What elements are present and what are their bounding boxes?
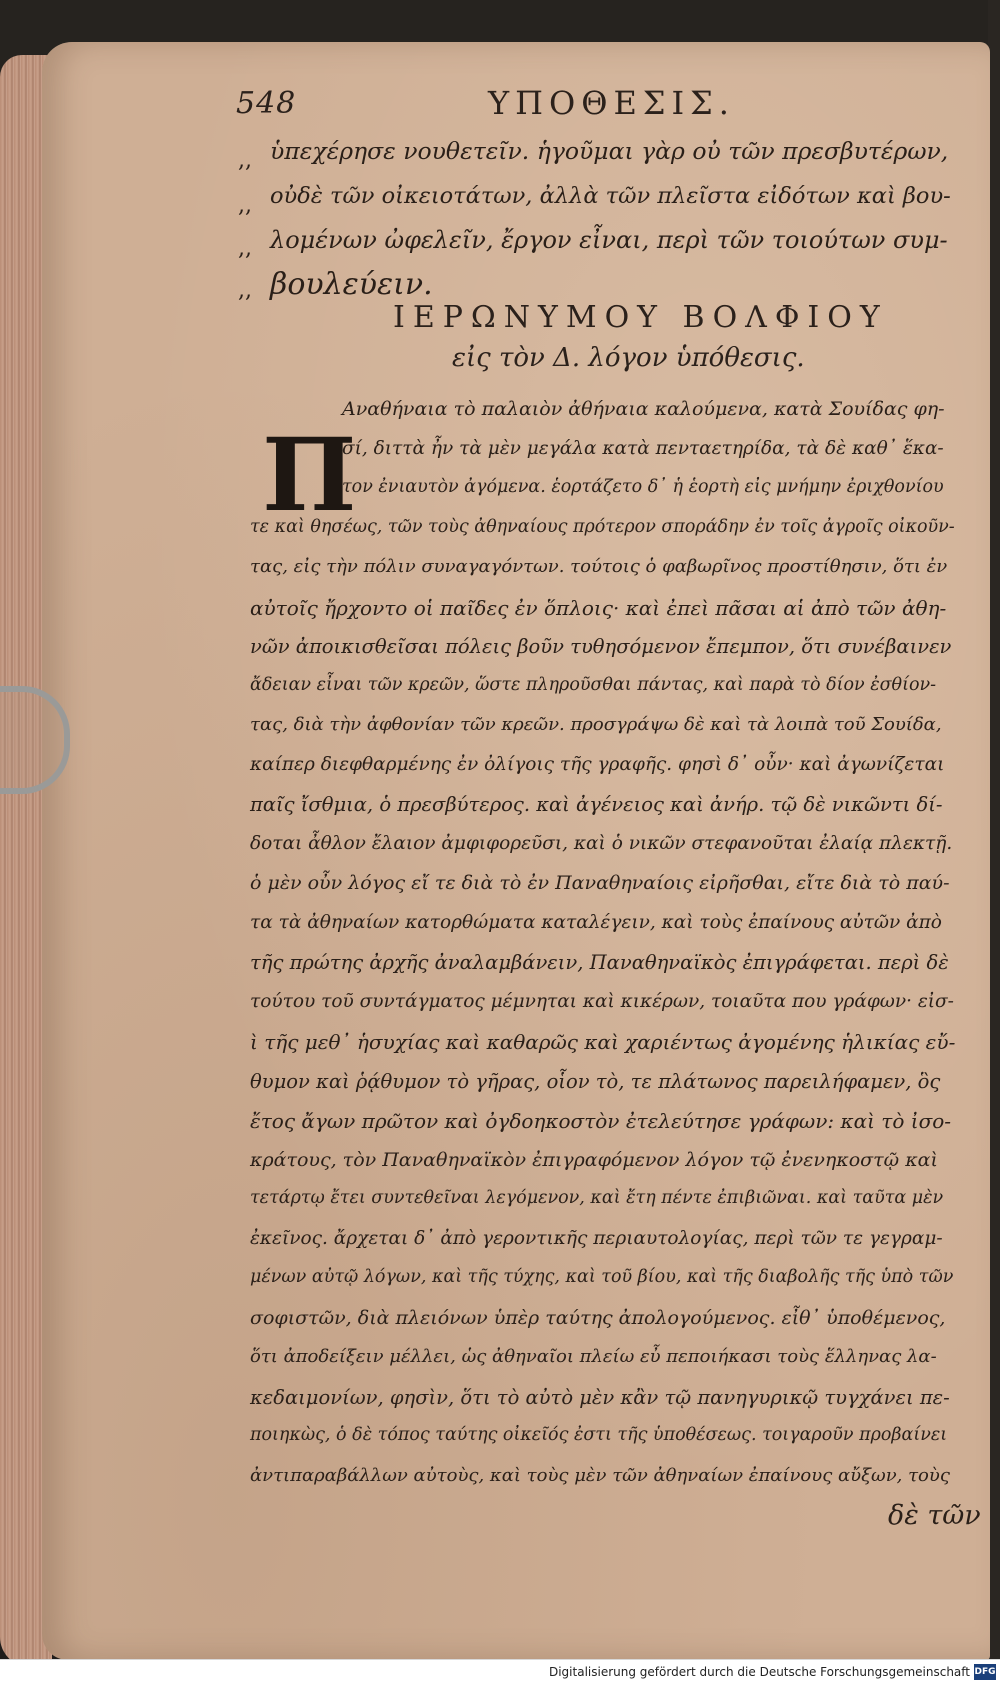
body-line: Αναθήναια τὸ παλαιὸν ἀθήναια καλούμενα, κατὰ Σουίδας φη- xyxy=(342,398,945,420)
body-line: τας, διὰ τὴν ἀφθονίαν τῶν κρεῶν. προσγράψω δὲ καὶ τὰ λοιπὰ τοῦ Σουίδα, xyxy=(250,714,942,735)
quote-mark: ,, xyxy=(238,278,252,303)
section-subheading: εἰς τὸν Δ. λόγον ὑπόθεσις. xyxy=(452,343,805,373)
footer-credit: Digitalisierung gefördert durch die Deutsche Forschungsgemeinschaft xyxy=(548,1665,970,1679)
body-line: ἔτος ἄγων πρῶτον καὶ ὀγδοηκοστὸν ἐτελεύτησε γράφων: καὶ τὸ ἰσο- xyxy=(250,1109,952,1133)
body-line: σοφιστῶν, διὰ πλειόνων ὑπὲρ ταύτης ἀπολογούμενος. εἶθ᾽ ὑποθέμενος, xyxy=(250,1307,946,1329)
body-line: τα τὰ ἀθηναίων κατορθώματα καταλέγειν, καὶ τοὺς ἐπαίνους αὐτῶν ἀπὸ xyxy=(250,912,942,933)
body-line: αὐτοῖς ἤρχοντο οἱ παῖδες ἐν ὅπλοις· καὶ ἐπεὶ πᾶσαι αἱ ἀπὸ τῶν ἀθη- xyxy=(250,596,947,620)
body-line: καίπερ διεφθαρμένης ἐν ὀλίγοις τῆς γραφῆς. φησὶ δ᾽ οὖν· καὶ ἀγωνίζεται xyxy=(250,754,945,775)
body-line: τον ἐνιαυτὸν ἀγόμενα. ἑορτάζετο δ᾽ ἡ ἑορτὴ εἰς μνήμην ἐριχθονίου xyxy=(342,477,944,497)
body-line: κράτους, τὸν Παναθηναϊκὸν ἐπιγραφόμενον λόγον τῷ ἐνενηκοστῷ καὶ xyxy=(250,1149,938,1171)
page-number: 548 xyxy=(236,86,297,121)
quote-line: βουλεύειν. xyxy=(270,267,433,302)
running-title: ΥΠΟΘΕΣΙΣ. xyxy=(488,84,735,122)
section-heading: ΙΕΡΩΝΥΜΟΥ ΒΟΛΦΙΟΥ xyxy=(393,300,888,335)
drop-capital: Π xyxy=(262,416,357,534)
body-line: τε καὶ θησέως, τῶν τοὺς ἀθηναίους πρότερον σποράδην ἐν τοῖς ἀγροῖς οἰκοῦν- xyxy=(250,517,955,537)
body-line: κεδαιμονίων, φησὶν, ὅτι τὸ αὐτὸ μὲν κἂν τῷ πανηγυρικῷ τυγχάνει πε- xyxy=(250,1386,950,1409)
dfg-logo: DFG xyxy=(974,1664,996,1680)
body-line: τας, εἰς τὴν πόλιν συναγαγόντων. τούτοις ὁ φαβωρῖνος προστίθησιν, ὅτι ἐν xyxy=(250,556,948,577)
body-line: ὶ τῆς μεθ᾽ ἡσυχίας καὶ καθαρῶς καὶ χαριέντως ἀγομένης ἡλικίας εὔ- xyxy=(250,1030,956,1054)
body-line: τετάρτῳ ἔτει συντεθεῖναι λεγόμενον, καὶ ἔτη πέντε ἐπιβιῶναι. καὶ ταῦτα μὲν xyxy=(250,1188,944,1208)
body-line: τῆς πρώτης ἀρχῆς ἀναλαμβάνειν, Παναθηναϊκὸς ἐπιγράφεται. περὶ δὲ xyxy=(250,951,949,974)
quote-mark: ,, xyxy=(238,193,252,218)
body-line: ὅτι ἀποδείξειν μέλλει, ὡς ἀθηναῖοι πλείω εὖ πεποιήκασι τοὺς ἕλληνας λα- xyxy=(250,1346,937,1367)
body-line: ἀντιπαραβάλλων αὐτοὺς, καὶ τοὺς μὲν τῶν ἀθηναίων ἐπαίνους αὔξων, τοὺς xyxy=(250,1465,950,1486)
quote-line: λομένων ὠφελεῖν, ἔργον εἶναι, περὶ τῶν τοιούτων συμ- xyxy=(270,226,948,254)
body-line: ἄδειαν εἶναι τῶν κρεῶν, ὥστε πληροῦσθαι πάντας, καὶ παρὰ τὸ δίον ἐσθίον- xyxy=(250,675,937,695)
quote-mark: ,, xyxy=(238,148,252,173)
body-line: σί, διττὰ ἦν τὰ μὲν μεγάλα κατὰ πενταετηρίδα, τὰ δὲ καθ᾽ ἕκα- xyxy=(342,438,944,459)
body-line: ἐκεῖνος. ἄρχεται δ᾽ ἀπὸ γεροντικῆς περιαυτολογίας, περὶ τῶν τε γεγραμ- xyxy=(250,1228,943,1249)
footer-bar xyxy=(0,1659,1000,1685)
body-line: ὁ μὲν οὖν λόγος εἴ τε διὰ τὸ ἐν Παναθηναίοις εἰρῆσθαι, εἴτε διὰ τὸ παύ- xyxy=(250,872,950,894)
body-line: τούτου τοῦ συντάγματος μέμνηται καὶ κικέρων, τοιαῦτα που γράφων· εἰσ- xyxy=(250,991,954,1012)
quote-line: ὑπεχέρησε νουθετεῖν. ἡγοῦμαι γὰρ οὐ τῶν πρεσβυτέρων, xyxy=(270,137,949,165)
body-line: παῖς ἴσθμια, ὁ πρεσβύτερος. καὶ ἀγένειος καὶ ἀνήρ. τῷ δὲ νικῶντι δί- xyxy=(250,793,943,816)
body-line: μένων αὐτῷ λόγων, καὶ τῆς τύχης, καὶ τοῦ βίου, καὶ τῆς διαβολῆς τῆς ὑπὸ τῶν xyxy=(250,1267,954,1287)
body-line: νῶν ἀποικισθεῖσαι πόλεις βοῦν τυθησόμενον ἔπεμπον, ὅτι συνέβαινεν xyxy=(250,635,952,658)
catchword: δὲ τῶν xyxy=(888,1500,981,1531)
body-line: ποιηκὼς, ὁ δὲ τόπος ταύτης οἰκεῖός ἐστι τῆς ὑποθέσεως. τοιγαροῦν προβαίνει xyxy=(250,1425,948,1445)
body-line: δοται ἆθλον ἔλαιον ἀμφιφορεῦσι, καὶ ὁ νικῶν στεφανοῦται ἐλαίᾳ πλεκτῇ. xyxy=(250,833,953,854)
quote-line: οὐδὲ τῶν οἰκειοτάτων, ἀλλὰ τῶν πλεῖστα εἰδότων καὶ βου- xyxy=(270,183,951,209)
body-line: θυμον καὶ ῥᾴθυμον τὸ γῆρας, οἷον τὸ, τε πλάτωνος παρειλήφαμεν, ὃς xyxy=(250,1070,941,1093)
quote-mark: ,, xyxy=(238,236,252,261)
